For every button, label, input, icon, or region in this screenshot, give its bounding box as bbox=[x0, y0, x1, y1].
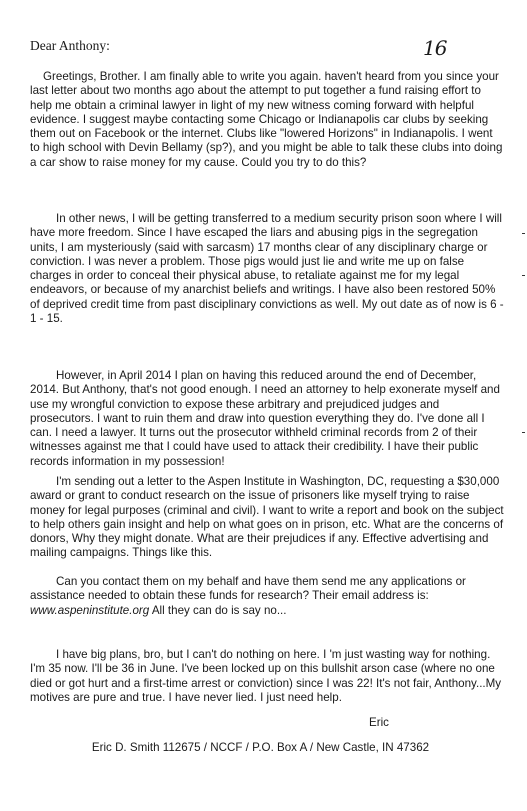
paragraph-transfer-news-text: In other news, I will be getting transferred to a medium security prison soon where I will have more freedom. Since I have escaped the liars and abusing pigs in the segregation units, I am mysteriously (said with sarcasm) 17 months clear of any disciplinary charge or conviction. I was never a problem. Those pigs would just lie and write me up on false charges in order to conceal their physical abuse, to retaliate against me for my legal endeavors, or because of my anarchist beliefs and writings. I have also been restored 50% of deprived credit time from past disciplinary convictions as well. My out date as of now is 6 - 1 - 15. bbox=[30, 212, 504, 326]
salutation: Dear Anthony: bbox=[30, 38, 110, 53]
paragraph-attorney-need bbox=[30, 369, 505, 469]
paragraph-greeting bbox=[30, 70, 505, 170]
paragraph-aspen-institute-text: I'm sending out a letter to the Aspen Institute in Washington, DC, requesting a $30,000 award or grant to conduct research on the issue of prisoners like myself trying to raise money for legal purposes (criminal and civil). I want to write a report and book on the subject to help others gain insight and help on what goes on in prison, etc. What are the concerns of donors, Why they might donate. What are their prejudices if any. Effective advertising and mailing campaigns. Things like this. bbox=[30, 475, 504, 560]
paragraph-contact-request-text: Can you contact them on my behalf and have them send me any applications or assistance needed to obtain these funds for research? Their email address is: bbox=[30, 575, 466, 603]
paragraph-greeting-text: Greetings, Brother. I am finally able to write you again. haven't heard from you since your last letter about two months ago about the attempt to put together a fund raising effort to help me obtain a criminal lawyer in light of my new witness coming forward with helpful evidence. I suggest maybe contacting some Chicago or Indianapolis car clubs by seeking them out on Facebook or the internet. Clubs like "lowered Horizons" in Indianapolis. I went to high school with Devin Bellamy (sp?), and you might be able to talk these clubs into doing a car show to raise money for my cause. Could you try to do this? bbox=[30, 70, 503, 169]
paragraph-contact-request-tail: All they can do is say no... bbox=[149, 603, 287, 617]
signature-name: Eric bbox=[369, 716, 389, 729]
handwritten-page-number: 16 bbox=[423, 36, 447, 60]
paragraph-contact-request bbox=[30, 575, 505, 618]
email-address: www.aspeninstitute.org bbox=[30, 603, 150, 617]
paragraph-big-plans-text: I have big plans, bro, but I can't do nothing on here. I 'm just wasting way for nothing. I'm 35 now. I'll be 36 in June. I've been locked up on this bullshit arson case (where no one died or got hurt and a first-time arrest or conviction) since I was 22! It's not fair, Anthony...My motives are pure and true. I have never lied. I just need help. bbox=[30, 648, 502, 704]
paragraph-transfer-news bbox=[30, 212, 505, 326]
footer-address bbox=[0, 741, 527, 754]
paragraph-big-plans bbox=[30, 648, 505, 705]
margin-scan-mark bbox=[522, 432, 525, 433]
margin-scan-mark bbox=[522, 275, 525, 276]
margin-scan-mark bbox=[522, 233, 525, 234]
paragraph-aspen-institute bbox=[30, 475, 505, 561]
paragraph-attorney-need-text: However, in April 2014 I plan on having this reduced around the end of December, 2014. But Anthony, that's not good enough. I need an attorney to help exonerate myself and use my wrongful conviction to expose these arbitrary and prejudiced judges and prosecutors. I want to ruin them and draw into question everything they do. I've done all I can. I need a lawyer. It turns out the prosecutor withheld criminal records from 2 of their witnesses against me that I could have used to attack their credibility. I have their public records information in my possession! bbox=[30, 369, 500, 468]
footer-address-text: Eric D. Smith 112675 / NCCF / P.O. Box A / New Castle, IN 47362 bbox=[91, 741, 430, 754]
